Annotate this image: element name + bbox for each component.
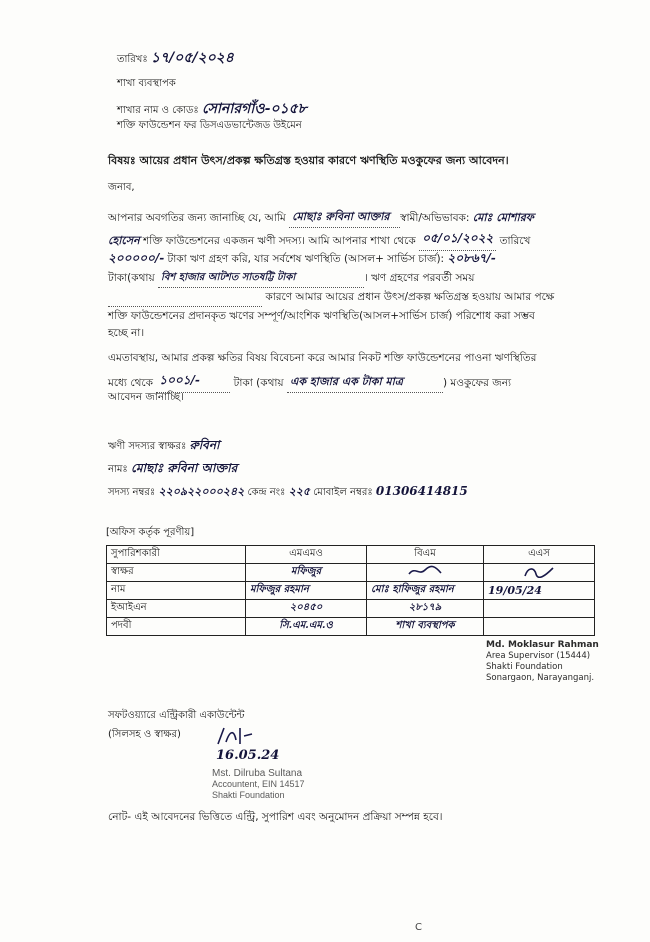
- mmo-designation: সি.এম.এম.ও: [246, 618, 367, 636]
- center-value: ২২৫: [288, 485, 311, 498]
- as-date: 19/05/24: [484, 582, 595, 600]
- office-table: [106, 545, 595, 636]
- member-name-field: মোছাঃ রুবিনা আক্তার: [289, 208, 400, 228]
- para1-text-d: তারিখে: [499, 235, 531, 247]
- para1-text-e: টাকা ঋণ গ্রহণ করি, যার সর্বশেষ ঋণস্থিতি (আসল+ সার্ভিস চার্জ):: [167, 253, 445, 265]
- accountant-line1: সফটওয়্যারে এন্ট্রিকারী একাউন্টেন্ট: [108, 710, 245, 721]
- office-header-cell: বিএম: [367, 546, 484, 564]
- member-sign-line: [108, 437, 219, 457]
- para2-text-b: টাকা (কথায়: [233, 377, 284, 389]
- guardian-field: মোঃ মোশারফ: [472, 211, 534, 224]
- para1-line3: [108, 250, 496, 270]
- accountant-signature-mark: [214, 724, 254, 748]
- office-header-cell: এএস: [484, 546, 595, 564]
- para1-text-g: । ঋণ গ্রহণের পরবর্তী সময়: [363, 272, 475, 284]
- accountant-date: 16.05.24: [216, 748, 280, 763]
- as-ein: [484, 600, 595, 618]
- para1-line4: [108, 270, 474, 288]
- mmo-ein: ২০৪৫০: [246, 600, 367, 618]
- office-heading: [অফিস কর্তৃক পূরণীয়]: [106, 527, 195, 538]
- branch-label: শাখার নাম ও কোডঃ: [117, 105, 199, 116]
- mmo-name: মফিজুর রহমান: [246, 582, 367, 600]
- stamp-title: Area Supervisor (15444): [486, 651, 591, 661]
- para1-line7: হচ্ছে না।: [108, 327, 145, 339]
- page-mark: C: [415, 922, 422, 933]
- office-row-label: ইআইএন: [107, 600, 246, 618]
- bm-designation: শাখা ব্যবস্থাপক: [367, 618, 484, 636]
- bm-signature: [367, 564, 484, 582]
- subject: বিষয়ঃ আয়ের প্রধান উৎস/প্রকল্প ক্ষতিগ্রস্ত হওয়ার কারণে ঋণস্থিতি মওকুফের জন্য আবেদন।: [108, 154, 509, 167]
- as-signature: [484, 564, 595, 582]
- guardian-field-cont: হোসেন: [108, 234, 140, 247]
- balance-words-field: বিশ হাজার আটশত সাতষট্টি টাকা: [158, 270, 364, 288]
- waive-words-field: এক হাজার এক টাকা মাত্র: [287, 373, 443, 393]
- para1-line2: [108, 230, 530, 251]
- para1-line1: [108, 208, 534, 228]
- note: নোট- এই আবেদনের ভিত্তিতে এন্ট্রি, সুপারিশ এবং অনুমোদন প্রক্রিয়া সম্পন্ন হবে।: [108, 811, 443, 823]
- bm-signature-mark: [405, 564, 445, 578]
- branch-value: সোনারগাঁও-০১৫৮: [201, 101, 307, 117]
- para2-text-a: মধ্যে থেকে: [108, 377, 153, 389]
- member-name-label: নামঃ: [108, 464, 128, 475]
- org-name: শক্তি ফাউন্ডেশন ফর ডিসএডভান্টেজড উইমেন: [117, 120, 302, 131]
- bm-ein: ২৮১৭৯: [367, 600, 484, 618]
- office-header-row: [107, 546, 595, 564]
- mobile-label: মোবাইল নম্বরঃ: [313, 487, 373, 498]
- office-row-name: [107, 582, 595, 600]
- member-sign-label: ঋণী সদস্যর স্বাক্ষরঃ: [108, 441, 187, 452]
- as-designation: [484, 618, 595, 636]
- member-no-value: ২২০৯২২০০০২৪২: [158, 485, 245, 498]
- mmo-signature: মফিজুর: [246, 564, 367, 582]
- member-name-line: [108, 460, 237, 480]
- office-row-label: স্বাক্ষর: [107, 564, 246, 582]
- date-label: তারিখঃ: [117, 54, 148, 65]
- seal-org: Shakti Foundation: [212, 790, 285, 800]
- accountant-line2: (সিলসহ ও স্বাক্ষর): [108, 729, 181, 740]
- member-numbers-line: [108, 483, 468, 502]
- as-signature-mark: [519, 564, 559, 578]
- para1-text-f: টাকা(কথায়: [108, 272, 155, 284]
- stamp-org: Shakti Foundation: [486, 662, 563, 672]
- office-row-ein: [107, 600, 595, 618]
- para2-text-c: ) মওকুফের জন্য: [442, 377, 512, 389]
- office-row-signature: [107, 564, 595, 582]
- office-header-cell: এমএমও: [246, 546, 367, 564]
- para2-line1: এমতাবস্থায়, আমার প্রকল্প ক্ষতির বিষয় বিবেচনা করে আমার নিকট শক্তি ফাউন্ডেশনের পাওনা ঋণস্থিতির: [108, 352, 537, 364]
- para1-text-b: স্বামী/অভিভাবক:: [400, 212, 470, 224]
- loan-amount-field: ২০০০০০/-: [108, 251, 165, 265]
- balance-field: ২০৮৬৭/-: [447, 251, 496, 265]
- center-label: কেন্দ্র নংঃ: [247, 487, 286, 498]
- office-header-cell: সুপারিশকারী: [107, 546, 246, 564]
- member-signature: রুবিনা: [189, 438, 220, 452]
- seal-title: Accountent, EIN 14517: [212, 779, 305, 789]
- member-name-value: মোছাঃ রুবিনা আক্তার: [130, 461, 238, 475]
- bm-name: মোঃ হাফিজুর রহমান: [367, 582, 484, 600]
- date-value: ১৭/০৫/২০২৪: [150, 50, 234, 66]
- office-row-label: নাম: [107, 582, 246, 600]
- para1-text-h: কারণে আমার আয়ের প্রধান উৎস/প্রকল্প ক্ষতিগ্রস্ত হওয়ায় আমার পক্ষে: [265, 291, 555, 303]
- para1-line6: শক্তি ফাউন্ডেশনের প্রদানকৃত ঋণের সম্পূর্ণ/আংশিক ঋণস্থিতি(আসল+সার্ভিস চার্জ) পরিশোধ করা সম্ভব: [108, 310, 535, 322]
- stamp-name: Md. Moklasur Rahman: [486, 640, 599, 650]
- stamp-place: Sonargaon, Narayanganj.: [486, 673, 595, 683]
- para2-line3: আবেদন জানাচ্ছি।: [108, 391, 184, 403]
- office-row-designation: [107, 618, 595, 636]
- mobile-value: 01306414815: [375, 484, 468, 498]
- date-line: [117, 46, 234, 70]
- para1-text-a: আপনার অবগতির জন্য জানাচ্ছি যে, আমি: [108, 212, 286, 224]
- reason-field: [108, 294, 262, 307]
- member-no-label: সদস্য নম্বরঃ: [108, 487, 156, 498]
- accountant-seal: [212, 768, 305, 801]
- branch-manager: শাখা ব্যবস্থাপক: [117, 78, 176, 89]
- para1-text-c: শক্তি ফাউন্ডেশনের একজন ঋণী সদস্য। আমি আপনার শাখা থেকে: [143, 235, 416, 247]
- loan-date-field: ০৫/০১/২০২২: [419, 230, 496, 251]
- office-row-label: পদবী: [107, 618, 246, 636]
- para1-line5: [108, 290, 554, 307]
- supervisor-stamp: [486, 640, 599, 684]
- waive-amount-field: ১০০১/-: [156, 372, 230, 393]
- salutation: জনাব,: [108, 182, 135, 193]
- seal-name: Mst. Dilruba Sultana: [212, 768, 303, 779]
